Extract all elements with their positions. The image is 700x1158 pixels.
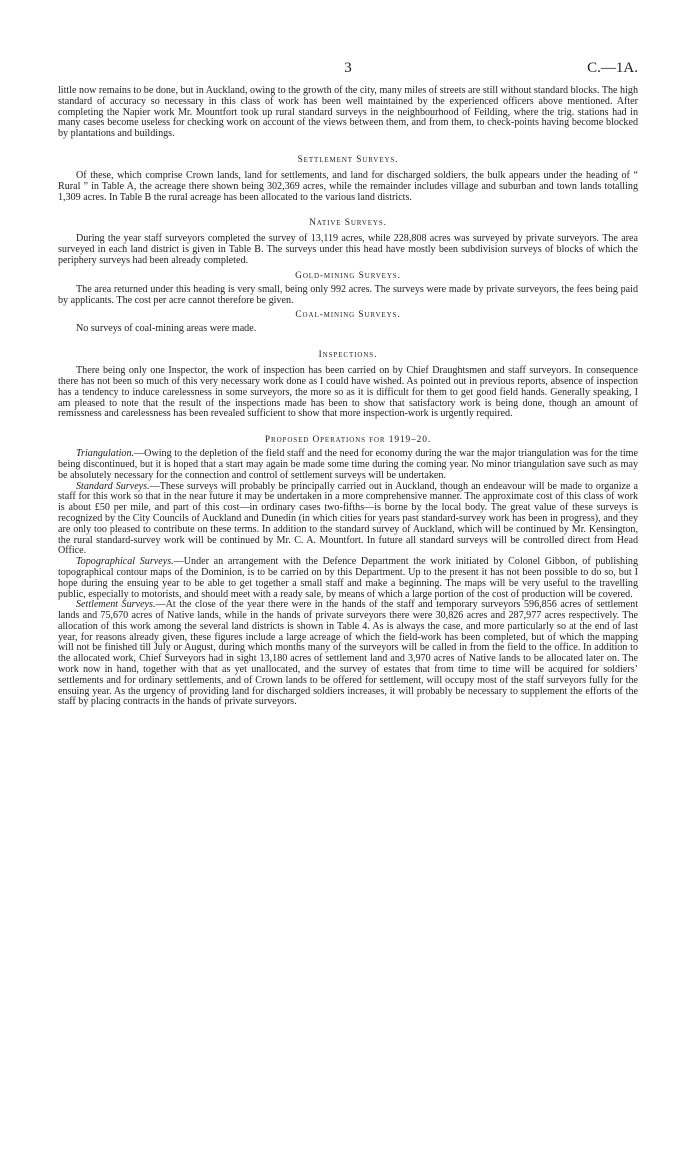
triangulation-paragraph xyxy=(58,449,638,481)
native-surveys-paragraph: During the year staff surveyors completed the survey of 13,119 acres, while 228,808 acres was surveyed by private surveyors. The area surveyed in each land district is given in Table B. The surveys under this head have mostly been subdivision surveys of blocks of which the periphery surveys had been already completed. xyxy=(58,233,638,266)
heading-gold-mining-surveys: Gold-mining Surveys. xyxy=(295,270,401,281)
triangulation-text: —Owing to the depletion of the field staff and the need for economy during the war the major triangulation was for the time being discontinued, but it is hoped that a start may again be made some time during the coming year. No minor triangulation save such as may be absolutely necessary for the connection and control of settlement surveys will be undertaken. xyxy=(58,448,638,481)
heading-coal-mining-surveys: Coal-mining Surveys. xyxy=(295,310,401,321)
page-number: 3 xyxy=(344,60,352,76)
coal-mining-paragraph: No surveys of coal-mining areas were made. xyxy=(76,323,257,335)
triangulation-label: Triangulation. xyxy=(76,448,135,460)
standard-surveys-paragraph xyxy=(58,482,638,558)
heading-inspections: Inspections. xyxy=(318,350,378,361)
topographical-surveys-label: Topographical Surveys. xyxy=(76,556,174,568)
heading-settlement-surveys: Settlement Surveys. xyxy=(297,154,399,165)
settlement-surveys-paragraph: Of these, which comprise Crown lands, land for settlements, and land for discharged soldiers, the bulk appears under the heading of “ Rural ” in Table A, the acreage there shown being 302,369 acres, while the remainder includes village and suburban and town lands totalling 1,309 acres. In Table B the rural acreage has been allocated to the various land districts. xyxy=(58,169,638,203)
standard-surveys-text: —These surveys will probably be principally carried out in Auckland, though an endeavour will be made to organize a staff for this work so that in the near future it may be undertaken in a more comprehensive manner. The approximate cost of this class of work is about £50 per mile, and part of this cost—in ordinary cases two-fifths—is borne by the local body. The great value of these surveys is recognized by the City Councils of Auckland and Dunedin (in which cities for years past standard-survey work has been in progress), and they are only too pleased to contribute on these terms. In addition to the standard survey of Auckland, which will be continued by Mr. Kensington, the rural standard-survey work will be continued by Mr. C. A. Mountfort. In future all standard surveys will be controlled direct from Head Office. xyxy=(58,480,638,557)
heading-native-surveys: Native Surveys. xyxy=(309,218,387,229)
heading-proposed-operations: Proposed Operations for 1919–20. xyxy=(264,435,432,446)
intro-paragraph: little now remains to be done, but in Auckland, owing to the growth of the city, many miles of streets are still without standard blocks. The high standard of accuracy so necessary in this class of work has been well maintained by the experienced officers above mentioned. After completing the Napier work Mr. Mountfort took up rural standard surveys in the neighbourhood of Feilding, where the trig. stations had in many cases become useless for checking work on account of the views between them, and from them, to check-points having become blocked by plantations and buildings. xyxy=(58,85,639,140)
settlement-surveys-proposed-label: Settlement Surveys. xyxy=(76,599,156,611)
page-body xyxy=(58,86,638,708)
settlement-surveys-proposed-text: —At the close of the year there were in the hands of the staff and temporary surveyors 596,856 acres of settlement lands and 75,670 acres of Native lands, while in the hands of private surveyors there were 30,826 acres and 287,977 acres respectively. The allocation of this work among the several land districts is shown in Table 4. As is always the case, and more particularly so at the end of last year, for reasons already given, these figures include a large acreage of which the field-work has been completed, but of which the mapping will not be finished till July or August, during which months many of the surveyors will be called in from the field to the office. In addition to the allocated work, Chief Surveyors had in sight 13,180 acres of settlement land and 3,970 acres of Native lands to be allocated later on. The work now in hand, together with that as yet unallocated, and the survey of estates that from time to time will be acquired for soldiers’ settlements and for ordinary settlements, and of Crown lands to be offered for settlement, will occupy most of the staff surveyors fully for the ensuing year. As the urgency of providing land for discharged soldiers increases, it will probably be necessary to supplement the efforts of the staff by placing contracts in the hands of private surveyors. xyxy=(58,599,638,708)
settlement-surveys-proposed-paragraph xyxy=(58,600,638,708)
gold-mining-paragraph: The area returned under this heading is very small, being only 992 acres. The surveys were made by private surveyors, the fees being paid by applicants. The cost per acre cannot therefore be given. xyxy=(58,283,638,306)
document-reference: C.—1A. xyxy=(587,60,638,76)
topographical-surveys-text: —Under an arrangement with the Defence Department the work initiated by Colonel Gibbon, of publishing topographical contour maps of the Dominion, is to be carried on by this Department. Up to the present it has not been possible to do so, but I hope during the ensuing year to be able to get together a small staff and make a beginning. The maps will be very useful to the travelling public, especially to motorists, and should meet with a ready sale, by means of which a large portion of the cost of production will be covered. xyxy=(58,556,638,600)
standard-surveys-label: Standard Surveys. xyxy=(76,480,150,492)
topographical-surveys-paragraph xyxy=(58,557,638,600)
inspections-paragraph: There being only one Inspector, the work of inspection has been carried on by Chief Draughtsmen and staff surveyors. In consequence there has not been so much of this very necessary work done as I could have wished. As pointed out in previous reports, absence of inspection has a tendency to induce carelessness in some surveyors, the more so as it is difficult for them to get good field hands. Generally speaking, I am pleased to note that the result of the inspections made has been to show that satisfactory work is being done, though an amount of remissness and carelessness has been revealed sufficient to show that more inspection-work is urgently required. xyxy=(58,365,638,420)
